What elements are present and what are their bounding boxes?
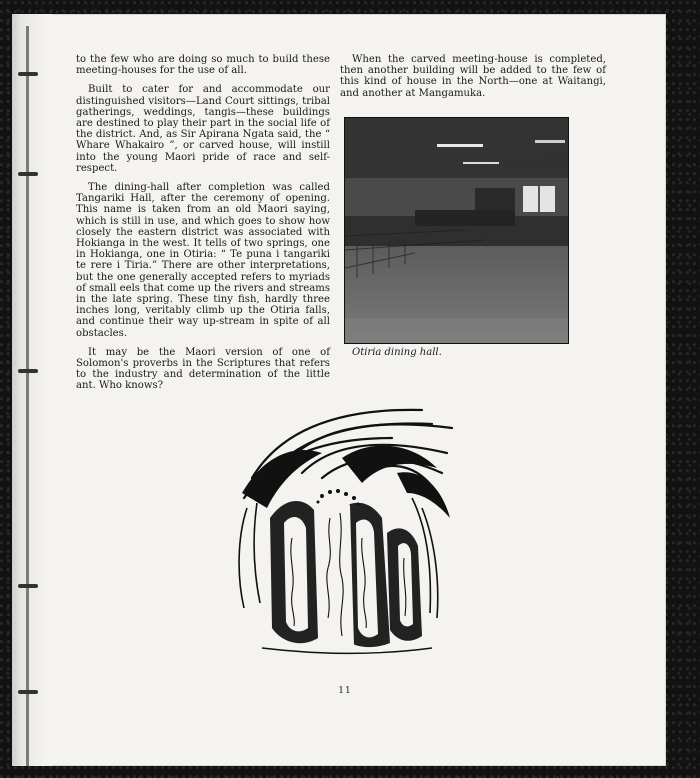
paragraph: When the carved meeting-house is completed, then another building will be added to the few of this kind of house in the North—one at Waitangi, and another at Mangamuka. <box>340 54 606 99</box>
waterfall-illustration <box>222 398 462 660</box>
paragraph: Built to cater for and accommodate our distinguished visitors—Land Court sittings, tribal gatherings, weddings, tangis—these buildings are destined to play their part in the social life of the district. And, as Sir Apirana Ngata said, the “ Whare Whakairo ”, or carved house, will instill into the young Maori pride of race and self-respect. <box>76 84 330 174</box>
photo-caption: Otiria dining hall. <box>352 347 442 358</box>
left-column <box>76 54 330 400</box>
page-number: 11 <box>338 686 352 696</box>
binding-edge <box>12 14 52 766</box>
paragraph: The dining-hall after completion was called Tangariki Hall, after the ceremony of opening. This name is taken from an old Maori saying, which is still in use, and which goes to show how closely the eastern district was associated with Hokianga in the west. It tells of two springs, one in Hokianga, one in Otiria: “ Te puna i tangariki te rere i Tiria.” There are other interpretations, but the one generally accepted refers to myriads of small eels that come up the rivers and streams in the late spring. These tiny fish, hardly three inches long, veritably climb up the Otiria falls, and continue their way up-stream in spite of all obstacles. <box>76 182 330 339</box>
binding-ring <box>18 584 38 588</box>
right-column <box>340 54 606 107</box>
paragraph: It may be the Maori version of one of Solomon's proverbs in the Scriptures that refers to the industry and determination of the little ant. Who knows? <box>76 346 330 392</box>
binding-spine <box>26 26 29 766</box>
binding-ring <box>18 690 38 694</box>
dining-hall-photo <box>344 117 569 344</box>
binding-ring <box>18 369 38 373</box>
magazine-page <box>12 14 666 766</box>
paragraph: to the few who are doing so much to build these meeting-houses for the use of all. <box>76 54 330 77</box>
binding-ring <box>18 72 38 76</box>
binding-ring <box>18 172 38 176</box>
